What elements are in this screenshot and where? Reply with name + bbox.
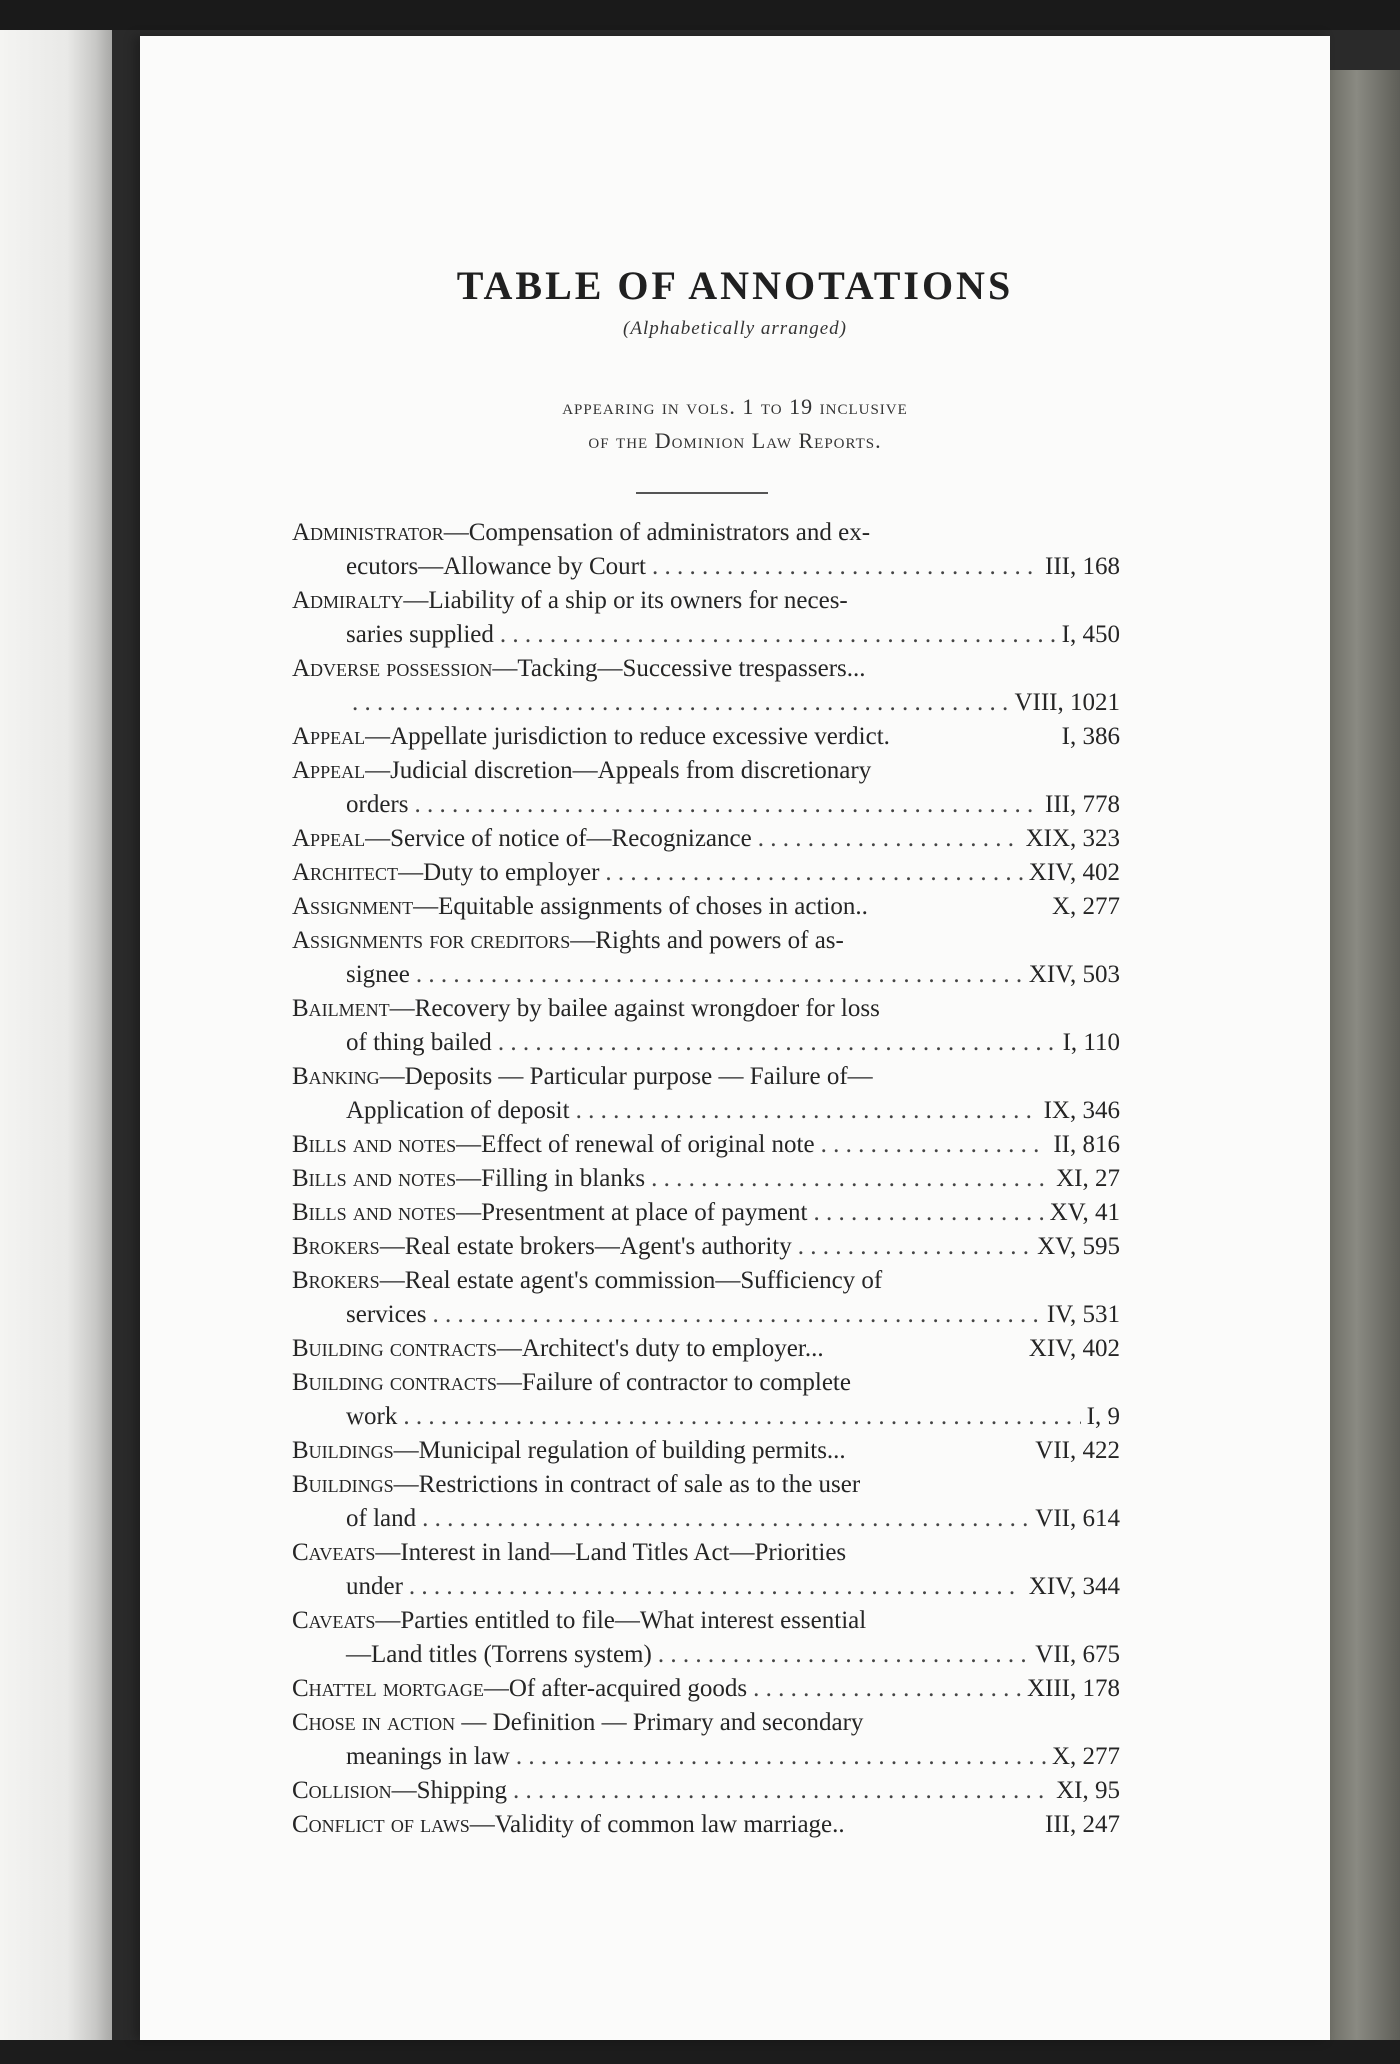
entry-text: under	[346, 1573, 403, 1600]
page-subtitle: (Alphabetically arranged)	[623, 318, 847, 339]
entry-heading: Buildings	[292, 1437, 394, 1464]
list-item-continuation	[292, 1094, 1120, 1128]
entry-text: —Deposits — Particular purpose — Failure of—	[379, 1063, 873, 1090]
list-item	[292, 1468, 1120, 1502]
list-item	[292, 1774, 1120, 1808]
entry-heading: Conflict of laws	[292, 1811, 470, 1838]
entry-text: —Municipal regulation of building permits...	[393, 1437, 846, 1464]
entry-reference: I, 386	[1061, 723, 1120, 750]
entry-heading: Appeal	[292, 757, 366, 784]
entry-text: —Land titles (Torrens system)	[346, 1641, 652, 1668]
leader-dots	[414, 788, 1039, 822]
book-cover-edge	[1328, 70, 1400, 2050]
list-item	[292, 1366, 1120, 1400]
entry-text: work	[346, 1403, 398, 1430]
entry-text: —Compensation of administrators and ex-	[443, 519, 871, 546]
entry-heading: Architect	[292, 859, 399, 886]
book-page	[140, 36, 1330, 2040]
list-item	[292, 1434, 1120, 1468]
entry-reference: I, 9	[1086, 1403, 1120, 1430]
entry-reference: XIV, 402	[1028, 859, 1120, 886]
list-item	[292, 720, 1120, 754]
entry-reference: III, 168	[1045, 553, 1120, 580]
list-item	[292, 890, 1120, 924]
entry-text: —Shipping	[391, 1777, 507, 1804]
entry-heading: Collision	[292, 1777, 392, 1804]
entry-reference: III, 778	[1045, 791, 1120, 818]
entry-heading: Brokers	[292, 1233, 380, 1260]
entry-reference: X, 277	[1051, 1743, 1120, 1770]
list-item-continuation	[292, 550, 1120, 584]
leader-dots	[658, 1638, 1029, 1672]
list-item-continuation	[292, 1638, 1120, 1672]
entry-reference: I, 450	[1061, 621, 1120, 648]
entry-text: —Judicial discretion—Appeals from discretionary	[365, 757, 872, 784]
leader-dots	[652, 550, 1039, 584]
list-item-continuation	[292, 618, 1120, 652]
entry-text: meanings in law	[346, 1743, 510, 1770]
list-item	[292, 1706, 1120, 1740]
leader-dots	[513, 1774, 1050, 1808]
annotation-list	[292, 516, 1120, 1842]
entry-reference: IX, 346	[1043, 1097, 1120, 1124]
entry-text: —Rights and powers of as-	[570, 927, 844, 954]
list-item	[292, 924, 1120, 958]
entry-text: — Definition — Primary and secondary	[455, 1709, 864, 1736]
entry-text: of thing bailed	[346, 1029, 492, 1056]
leader-dots	[409, 1570, 1023, 1604]
entry-text: —Architect's duty to employer...	[496, 1335, 824, 1362]
leader-dots	[422, 1502, 1029, 1536]
scope-line-2: of the Dominion Law Reports.	[588, 428, 882, 453]
scope-line-1: appearing in vols. 1 to 19 inclusive	[562, 394, 908, 419]
list-item	[292, 584, 1120, 618]
list-item	[292, 754, 1120, 788]
entry-heading: Admiralty	[292, 587, 404, 614]
entry-heading: Assignment	[292, 893, 414, 920]
leader-dots	[403, 1400, 1080, 1434]
list-item	[292, 1196, 1120, 1230]
page-title: TABLE OF ANNOTATIONS	[456, 263, 1014, 308]
list-item	[292, 1230, 1120, 1264]
entry-text: —Duty to employer	[398, 859, 600, 886]
entry-reference: XIV, 402	[1028, 1335, 1120, 1362]
list-item	[292, 1604, 1120, 1638]
entry-reference: XI, 95	[1056, 1777, 1120, 1804]
scan-top-border	[0, 0, 1400, 30]
list-item	[292, 1536, 1120, 1570]
entry-text: —Of after-acquired goods	[483, 1675, 748, 1702]
entry-heading: Chattel mortgage	[292, 1675, 484, 1702]
entry-reference: XIV, 344	[1028, 1573, 1120, 1600]
entry-reference: XIV, 503	[1028, 961, 1120, 988]
list-item-continuation	[292, 788, 1120, 822]
entry-reference: XIII, 178	[1026, 1675, 1120, 1702]
entry-text: —Real estate brokers—Agent's authority	[379, 1233, 792, 1260]
list-item-continuation	[292, 958, 1120, 992]
entry-heading: Chose in action	[292, 1709, 456, 1736]
entry-heading: Building contracts	[292, 1369, 497, 1396]
leader-dots	[798, 1230, 1031, 1264]
entry-heading: Bills and notes	[292, 1199, 457, 1226]
entry-reference: XIX, 323	[1025, 825, 1120, 852]
entry-text: —Appellate jurisdiction to reduce excessive verdict.	[365, 723, 890, 750]
list-item	[292, 1162, 1120, 1196]
list-item-continuation	[292, 1740, 1120, 1774]
entry-heading: Assignments for creditors	[292, 927, 571, 954]
entry-heading: Brokers	[292, 1267, 380, 1294]
entry-reference: X, 277	[1051, 893, 1120, 920]
leader-dots	[651, 1162, 1050, 1196]
entry-text: —Interest in land—Land Titles Act—Priorities	[375, 1539, 847, 1566]
entry-heading: Bills and notes	[292, 1165, 457, 1192]
leader-dots	[753, 1672, 1021, 1706]
leader-dots	[416, 958, 1023, 992]
leader-dots	[576, 1094, 1038, 1128]
entry-reference: IV, 531	[1046, 1301, 1120, 1328]
entry-text: —Restrictions in contract of sale as to the user	[393, 1471, 861, 1498]
leader-dots	[433, 1298, 1041, 1332]
entry-text: —Tacking—Successive trespassers...	[492, 655, 866, 682]
title-divider	[636, 492, 768, 494]
list-item-continuation	[292, 686, 1120, 720]
list-item	[292, 822, 1120, 856]
entry-text: —Real estate agent's commission—Sufficiency of	[379, 1267, 883, 1294]
entry-reference: VII, 422	[1035, 1437, 1120, 1464]
entry-heading: Appeal	[292, 723, 366, 750]
list-item	[292, 516, 1120, 550]
entry-text: —Failure of contractor to complete	[496, 1369, 851, 1396]
entry-text: —Validity of common law marriage..	[469, 1811, 845, 1838]
list-item-continuation	[292, 1400, 1120, 1434]
entry-text: —Parties entitled to file—What interest essential	[375, 1607, 867, 1634]
list-item-continuation	[292, 1298, 1120, 1332]
list-item	[292, 1060, 1120, 1094]
list-item	[292, 1332, 1120, 1366]
entry-reference: XV, 41	[1049, 1199, 1120, 1226]
entry-heading: Buildings	[292, 1471, 394, 1498]
entry-heading: Administrator	[292, 519, 444, 546]
list-item	[292, 652, 1120, 686]
entry-text: —Filling in blanks	[456, 1165, 646, 1192]
leader-dots	[605, 856, 1022, 890]
entry-heading: Caveats	[292, 1607, 376, 1634]
entry-text: —Effect of renewal of original note	[456, 1131, 815, 1158]
list-item	[292, 1128, 1120, 1162]
facing-page-edge	[0, 30, 112, 2046]
entry-reference: III, 247	[1045, 1811, 1120, 1838]
entry-heading: Caveats	[292, 1539, 376, 1566]
list-item-continuation	[292, 1026, 1120, 1060]
scan-bottom-border	[0, 2040, 1400, 2064]
entry-reference: XI, 27	[1056, 1165, 1120, 1192]
leader-dots	[758, 822, 1020, 856]
entry-reference: VIII, 1021	[1014, 689, 1120, 716]
entry-reference: XV, 595	[1037, 1233, 1120, 1260]
entry-text: —Equitable assignments of choses in action..	[413, 893, 868, 920]
entry-reference: VII, 614	[1035, 1505, 1120, 1532]
entry-text: —Service of notice of—Recognizance	[365, 825, 752, 852]
entry-heading: Appeal	[292, 825, 366, 852]
entry-heading: Banking	[292, 1063, 380, 1090]
entry-text: of land	[346, 1505, 417, 1532]
entry-text: saries supplied	[346, 621, 494, 648]
entry-heading: Building contracts	[292, 1335, 497, 1362]
entry-text: —Presentment at place of payment	[456, 1199, 808, 1226]
entry-text: ecutors—Allowance by Court	[346, 553, 646, 580]
entry-text: services	[346, 1301, 427, 1328]
entry-reference: VII, 675	[1035, 1641, 1120, 1668]
entry-heading: Adverse possession	[292, 655, 493, 682]
entry-text: —Recovery by bailee against wrongdoer for loss	[389, 995, 880, 1022]
entry-reference: I, 110	[1062, 1029, 1120, 1056]
entry-text: signee	[346, 961, 410, 988]
entry-text: —Liability of a ship or its owners for neces-	[403, 587, 848, 614]
entry-heading: Bailment	[292, 995, 390, 1022]
entry-text: orders	[346, 791, 409, 818]
list-item	[292, 1672, 1120, 1706]
leader-dots	[500, 618, 1056, 652]
list-item	[292, 1264, 1120, 1298]
entry-heading: Bills and notes	[292, 1131, 457, 1158]
list-item-continuation	[292, 1502, 1120, 1536]
entry-text: Application of deposit	[346, 1097, 570, 1124]
leader-dots	[813, 1196, 1043, 1230]
list-item	[292, 1808, 1120, 1842]
entry-reference: II, 816	[1053, 1131, 1120, 1158]
leader-dots	[821, 1128, 1048, 1162]
leader-dots	[516, 1740, 1046, 1774]
leader-dots	[498, 1026, 1057, 1060]
list-item	[292, 992, 1120, 1026]
leader-dots	[352, 686, 1008, 720]
list-item	[292, 856, 1120, 890]
list-item-continuation	[292, 1570, 1120, 1604]
